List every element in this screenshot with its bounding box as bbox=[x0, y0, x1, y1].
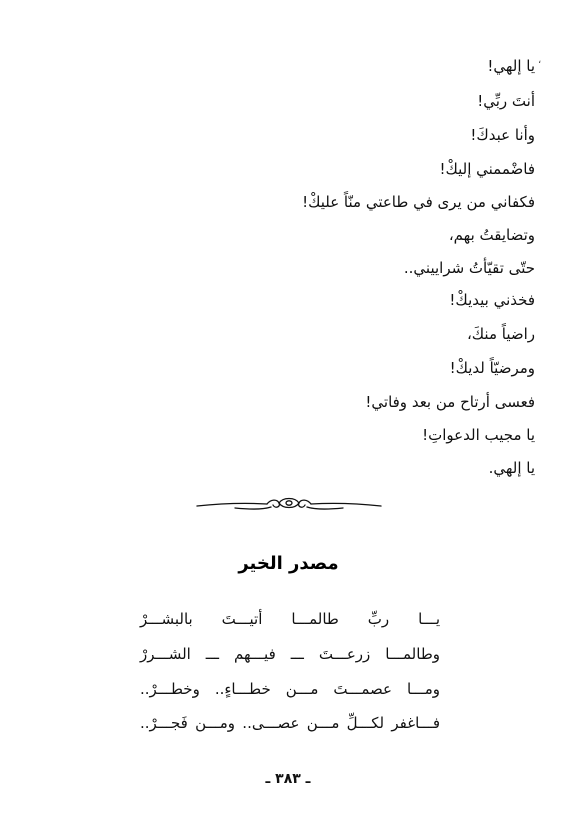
poem-line: فكفاني من يرى في طاعتي منّاً عليكْ! bbox=[302, 193, 535, 211]
verse-line: فـــاغفر لكـــلِّ مـــن عصـــى.. ومـــن فَجـــرْ.. bbox=[140, 714, 440, 732]
poem-line: وأنا عبدكَ! bbox=[470, 126, 535, 144]
margin-mark: ، bbox=[538, 55, 542, 66]
poem-line: فعسى أرتاح من بعد وفاتي! bbox=[365, 393, 535, 411]
poem-line: فخذني بيديكْ! bbox=[449, 291, 535, 309]
poem-line: حتّى تقيّأتُ شراييني.. bbox=[403, 259, 535, 277]
poem-line: يا إلهي. bbox=[488, 459, 535, 477]
page-number: ـ ٣٨٣ ـ bbox=[265, 771, 311, 787]
poem-line: أنتَ ربِّي! bbox=[477, 92, 535, 110]
verse-line: ومـــا عصمـــتَ مـــن خطـــاءٍ.. وخطـــرْ.. bbox=[140, 680, 440, 698]
poem-line: يا مجيب الدعواتِ! bbox=[422, 426, 535, 444]
poem-line: فاضْممني إليكْ! bbox=[439, 160, 535, 178]
poem-line: ومرضيّاً لديكْ! bbox=[449, 359, 535, 377]
poem-line: وتضايقتُ بهم، bbox=[448, 226, 535, 244]
verse-line: يـــا ربِّ طالمـــا أتيـــتَ بالبشـــرْ bbox=[140, 610, 440, 628]
verse-line: وطالمـــا زرعـــتَ ـــ فيـــهم ـــ الشـــررْ bbox=[140, 645, 440, 663]
poem-line: راضياً منكَ، bbox=[466, 325, 535, 343]
ornament-divider-icon bbox=[195, 491, 383, 517]
section-title: مصدر الخير bbox=[238, 553, 339, 574]
poem-line: يا إلهي! bbox=[487, 57, 535, 75]
